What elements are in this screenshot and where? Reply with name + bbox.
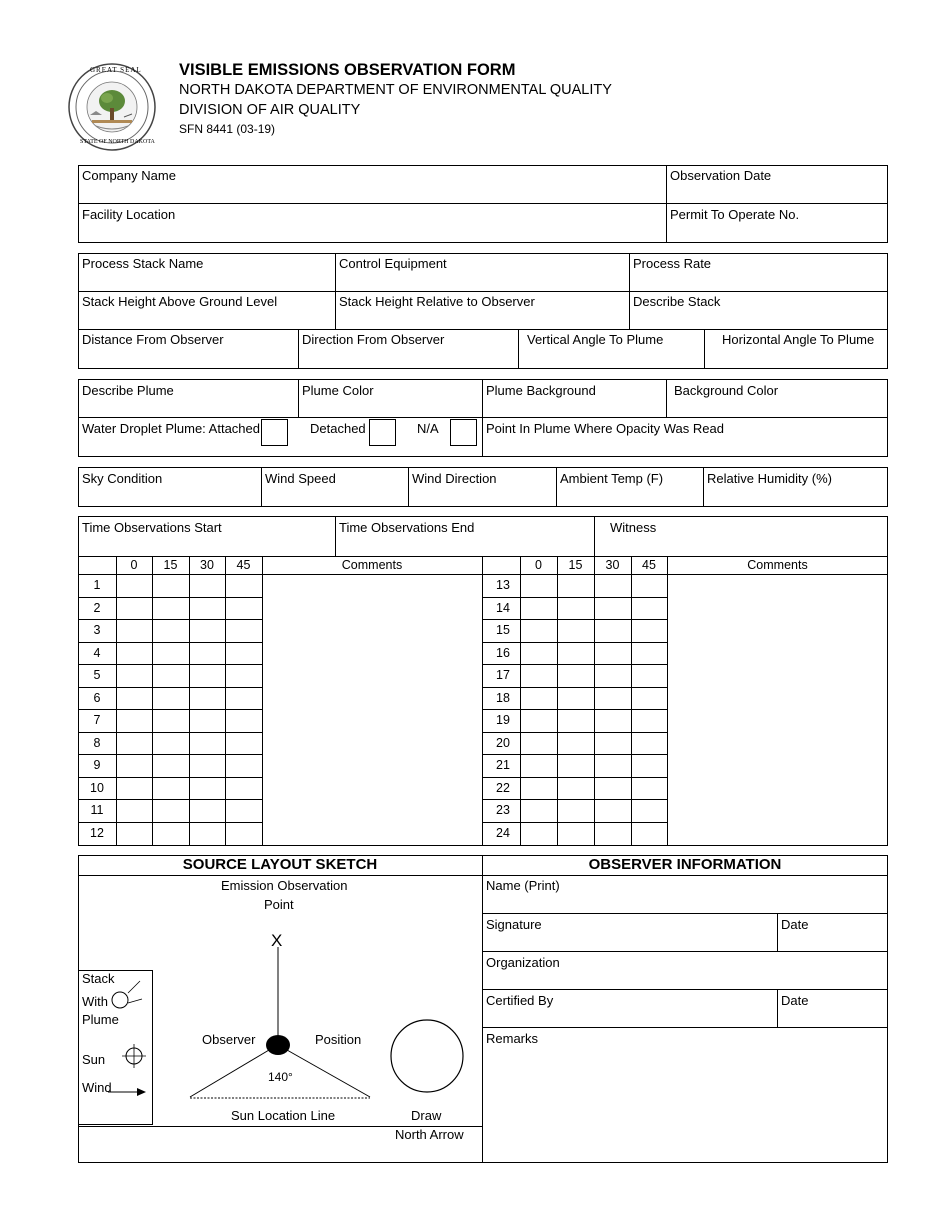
seal-icon [66,63,158,151]
direction-from-observer-field[interactable]: Direction From Observer [302,332,445,347]
north-arrow-circle [391,1020,463,1092]
row-number: 12 [90,825,104,840]
row-number: 13 [496,578,510,592]
emission-point-label-2: Point [264,897,294,912]
control-equipment-field[interactable]: Control Equipment [339,256,447,271]
form-title: VISIBLE EMISSIONS OBSERVATION FORM [179,61,516,79]
row-number: 19 [496,713,510,727]
describe-plume-field[interactable]: Describe Plume [82,383,174,398]
permit-no-field[interactable]: Permit To Operate No. [670,207,800,222]
certified-date-field[interactable]: Date [781,993,809,1008]
observer-label: Observer [202,1032,256,1047]
left-col-header-2: 30 [200,558,214,572]
observer-info-title: OBSERVER INFORMATION [588,856,782,873]
ambient-temp-field[interactable]: Ambient Temp (F) [560,471,664,486]
process-stack-name-field[interactable]: Process Stack Name [82,256,204,271]
sketch-title: SOURCE LAYOUT SKETCH [182,856,378,873]
row-number: 10 [90,780,104,795]
sun-location-line-label: Sun Location Line [231,1108,336,1123]
left-comments-header: Comments [341,558,403,572]
time-end-field[interactable]: Time Observations End [339,520,475,535]
row-number: 7 [93,713,101,727]
row-number: 2 [93,600,101,615]
stack-height-ground-field[interactable]: Stack Height Above Ground Level [82,294,278,309]
background-color-field[interactable]: Background Color [674,383,779,398]
wind-label: Wind [82,1080,112,1095]
wind-direction-field[interactable]: Wind Direction [412,471,497,486]
emission-point-label: Emission Observation [221,878,348,893]
stack-height-observer-field[interactable]: Stack Height Relative to Observer [339,294,535,309]
plume-background-field[interactable]: Plume Background [486,383,596,398]
sketch-drawing [78,875,482,1126]
seal-top-text: GREAT SEAL [90,66,142,74]
row-number: 18 [496,690,510,705]
draw-label: Draw [411,1108,442,1123]
row-number: 6 [93,690,101,705]
attached-checkbox[interactable] [261,419,288,446]
department-name: NORTH DAKOTA DEPARTMENT OF ENVIRONMENTAL QUALITY [179,82,612,98]
na-checkbox[interactable] [450,419,477,446]
division-name: DIVISION OF AIR QUALITY [179,102,361,118]
row-number: 17 [496,668,510,682]
signature-field[interactable]: Signature [486,917,542,932]
observer-position-icon [266,1035,290,1055]
name-print-field[interactable]: Name (Print) [486,878,560,893]
right-col-header-1: 15 [568,558,583,572]
row-number: 8 [93,735,101,750]
stack-plume-icon [112,992,128,1008]
point-in-plume-field[interactable]: Point In Plume Where Opacity Was Read [486,421,724,436]
row-number: 9 [93,758,101,772]
time-start-field[interactable]: Time Observations Start [82,520,222,535]
row-number: 3 [93,623,101,637]
describe-stack-field[interactable]: Describe Stack [633,294,721,309]
water-droplet-attached-label: Water Droplet Plume: Attached [82,421,260,436]
row-number: 16 [496,645,510,660]
row-number: 20 [496,735,510,750]
signature-date-field[interactable]: Date [781,917,809,932]
na-label: N/A [417,421,439,436]
observation-date-field[interactable]: Observation Date [670,168,772,183]
position-label: Position [315,1032,362,1047]
row-number: 1 [93,578,101,592]
row-number: 21 [496,758,510,772]
row-number: 15 [496,623,510,637]
row-number: 22 [496,780,510,795]
organization-field[interactable]: Organization [486,955,560,970]
row-number: 14 [496,600,510,615]
stack-label: Stack [82,971,115,986]
left-col-header-0: 0 [130,558,138,572]
detached-checkbox[interactable] [369,419,396,446]
with-label: With [82,994,108,1009]
sun-label: Sun [82,1052,106,1067]
row-number: 4 [93,645,101,660]
state-seal [66,63,158,151]
row-number: 24 [496,825,510,840]
form-number: SFN 8441 (03-19) [179,122,276,136]
wind-speed-field[interactable]: Wind Speed [265,471,336,486]
seal-bottom-text: STATE OF NORTH DAKOTA [80,139,155,145]
right-col-header-0: 0 [535,558,542,572]
detached-label: Detached [310,421,366,436]
right-col-header-3: 45 [642,558,656,572]
certified-by-field[interactable]: Certified By [486,993,554,1008]
left-col-header-1: 15 [163,558,178,572]
plume-label: Plume [82,1012,119,1027]
vertical-angle-field[interactable]: Vertical Angle To Plume [527,332,664,347]
right-col-header-2: 30 [605,558,620,572]
remarks-field[interactable]: Remarks [486,1031,539,1046]
process-rate-field[interactable]: Process Rate [633,256,712,271]
company-name-field[interactable]: Company Name [82,168,176,183]
witness-field[interactable]: Witness [610,520,657,535]
row-number: 11 [90,803,104,817]
right-comments-header: Comments [747,558,808,572]
angle-label: 140° [268,1070,293,1084]
left-col-header-3: 45 [236,558,251,572]
sky-condition-field[interactable]: Sky Condition [82,471,163,486]
north-arrow-label: North Arrow [395,1127,464,1142]
row-number: 23 [496,803,510,817]
distance-from-observer-field[interactable]: Distance From Observer [82,332,224,347]
relative-humidity-field[interactable]: Relative Humidity (%) [707,471,832,486]
emission-point-mark: X [271,931,283,950]
row-number: 5 [93,668,101,682]
horizontal-angle-field[interactable]: Horizontal Angle To Plume [722,332,875,347]
facility-location-field[interactable]: Facility Location [82,207,176,222]
plume-color-field[interactable]: Plume Color [302,383,374,398]
